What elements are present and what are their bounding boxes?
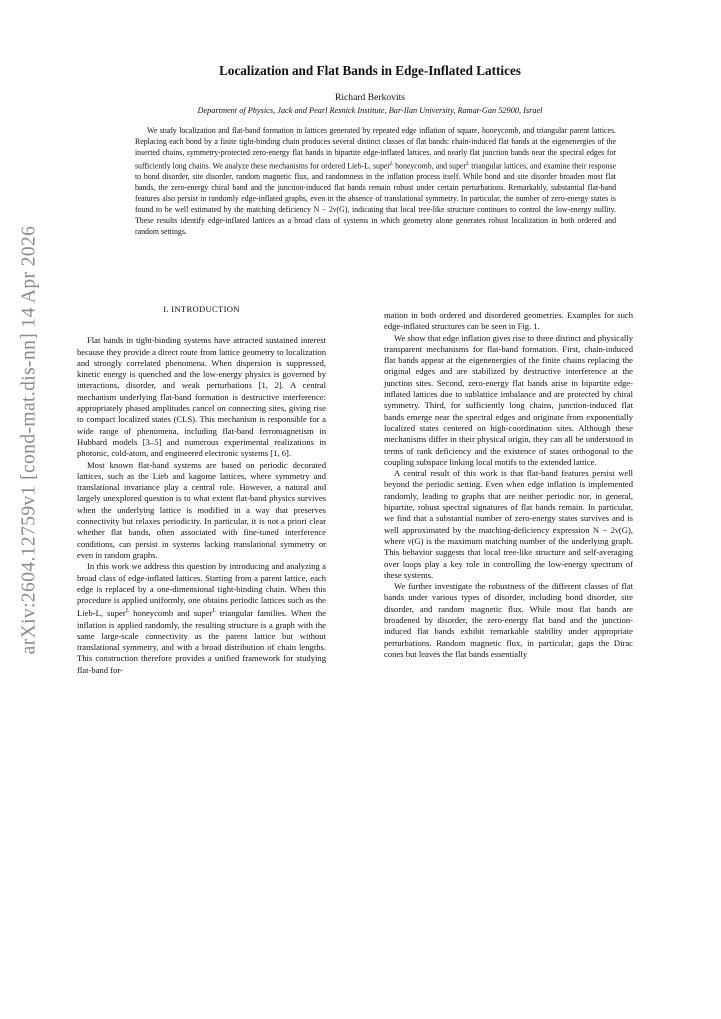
body-paragraph: mation in both ordered and disordered geometries. Examples for such edge-inflated structures can be seen in Fig. 1. [384, 310, 633, 332]
paper-title: Localization and Flat Bands in Edge-Inflated Lattices [219, 63, 521, 78]
body-paragraph: In this work we address this question by introducing and analyzing a broad class of edge-inflated lattices. Starting from a parent lattice, each edge is replaced by a one-dimensional tight-binding chain. When this procedure is applied uniformly, one obtains periodic lattices such as the Lieb-L, super$^L$ honeycomb and super$^L$ triangular families. When the inflation is applied randomly, the resulting structure is a graph with the same large-scale connectivity as the parent lattice but without translational symmetry, and with a broad distribution of chain lengths. This construction therefore provides a unified framework for studying flat-band for- [77, 561, 326, 675]
right-column [384, 310, 633, 660]
arxiv-identifier-stamp [14, 225, 44, 655]
author-affiliation: Department of Physics, Jack and Pearl Resnick Institute, Bar-Ilan University, Ramat-Gan 52900, Israel [197, 106, 543, 115]
body-paragraph: We show that edge inflation gives rise to three distinct and physically transparent mechanisms for flat-band formation. First, chain-induced flat bands appear at the eigenenergies of the finite chains replacing the original edges and are stabilized by destructive interference at the junction sites. Second, zero-energy flat bands arise in bipartite edge-inflated lattices due to sublattice imbalance and are protected by chiral symmetry. Third, for sufficiently long chains, junction-induced flat bands emerge near the spectral edges and originate from exponentially localized states centered on high-coordination sites. Although these mechanisms differ in their physical origin, they can all be understood in terms of rank deficiency and the existence of states orthogonal to the coupling subspace linking local motifs to the extended lattice. [384, 332, 633, 467]
abstract: We study localization and flat-band formation in lattices generated by repeated edge inflation of square, honeycomb, and triangular parent lattices. Replacing each bond by a finite tight-binding chain produces several distinct classes of flat bands: chain-induced flat bands at the eigenenergies of the inserted chains, symmetry-protected zero-energy flat bands in bipartite edge-inflated lattices, and nearly flat junction bands near the spectral edges for sufficiently long chains. We analyze these mechanisms for ordered Lieb-L, super$^L$ honeycomb, and super$^L$ triangular lattices, and examine their response to bond disorder, site disorder, random magnetic flux, and randomness in the inflation process itself. While bond and site disorder broaden most flat bands, the zero-energy chiral band and the junction-induced flat bands remain robust under certain perturbations. Remarkably, substantial flat-band features also persist in randomly edge-inflated graphs, even in the absence of translational symmetry. In particular, the number of zero-energy states is found to be well estimated by the matching deficiency N − 2ν(G), indicating that local tree-like structure continues to control the low-energy nullity. These results identify edge-inflated lattices as a broad class of systems in which geometry alone generates robust localization in both ordered and random settings. [135, 126, 616, 237]
body-paragraph: A central result of this work is that flat-band features persist well beyond the periodic setting. Even when edge inflation is implemented randomly, leading to graphs that are neither periodic nor, in general, bipartite, robust spectral signatures of flat bands remain. In particular, we find that a substantial number of zero-energy states survives and is well approximated by the matching-deficiency expression N − 2ν(G), where ν(G) is the maximum matching number of the underlying graph. This behavior suggests that local tree-like structure and self-averaging over loops play a key role in controlling the low-energy spectrum of these systems. [384, 468, 633, 580]
author-name: Richard Berkovits [334, 92, 406, 103]
arxiv-stamp-text: arXiv:2604.12759v1 [cond-mat.dis-nn] 14 Apr 2026 [18, 225, 39, 655]
left-column [77, 304, 326, 676]
body-paragraph: Flat bands in tight-binding systems have attracted sustained interest because they provide a direct route from lattice geometry to localization and strongly correlated phenomena. When dispersion is suppressed, kinetic energy is quenched and the low-energy physics is governed by interactions, disorder, and weak perturbations [1, 2]. A central mechanism underlying flat-band formation is destructive interference: appropriately phased amplitudes cancel on connecting sites, giving rise to compact localized states (CLS). This mechanism is responsible for a wide range of phenomena, including flat-band ferromagnetism in Hubbard models [3–5] and numerous experimental realizations in photonic, cold-atom, and engineered electronic systems [1, 6]. [77, 335, 326, 459]
section-heading-introduction: I. INTRODUCTION [163, 304, 240, 314]
body-paragraph: Most known flat-band systems are based on periodic decorated lattices, such as the Lieb and kagome lattices, where symmetry and translational invariance play a central role. However, a natural and largely unexplored question is to what extent flat-band physics survives when the underlying lattice is modified in a way that preserves connectivity but relaxes periodicity. In particular, it is not a priori clear whether flat bands, often associated with fine-tuned interference conditions, can persist in systems lacking translational symmetry or even in random graphs. [77, 459, 326, 560]
body-paragraph: We further investigate the robustness of the different classes of flat bands under various types of disorder, including bond disorder, site disorder, and random magnetic flux. While most flat bands are broadened by disorder, the zero-energy flat band and the junction-induced flat bands exhibit remarkable stability under appropriate perturbations. Random magnetic flux, in particular, gaps the Dirac cones but leaves the flat bands essentially [384, 581, 633, 659]
